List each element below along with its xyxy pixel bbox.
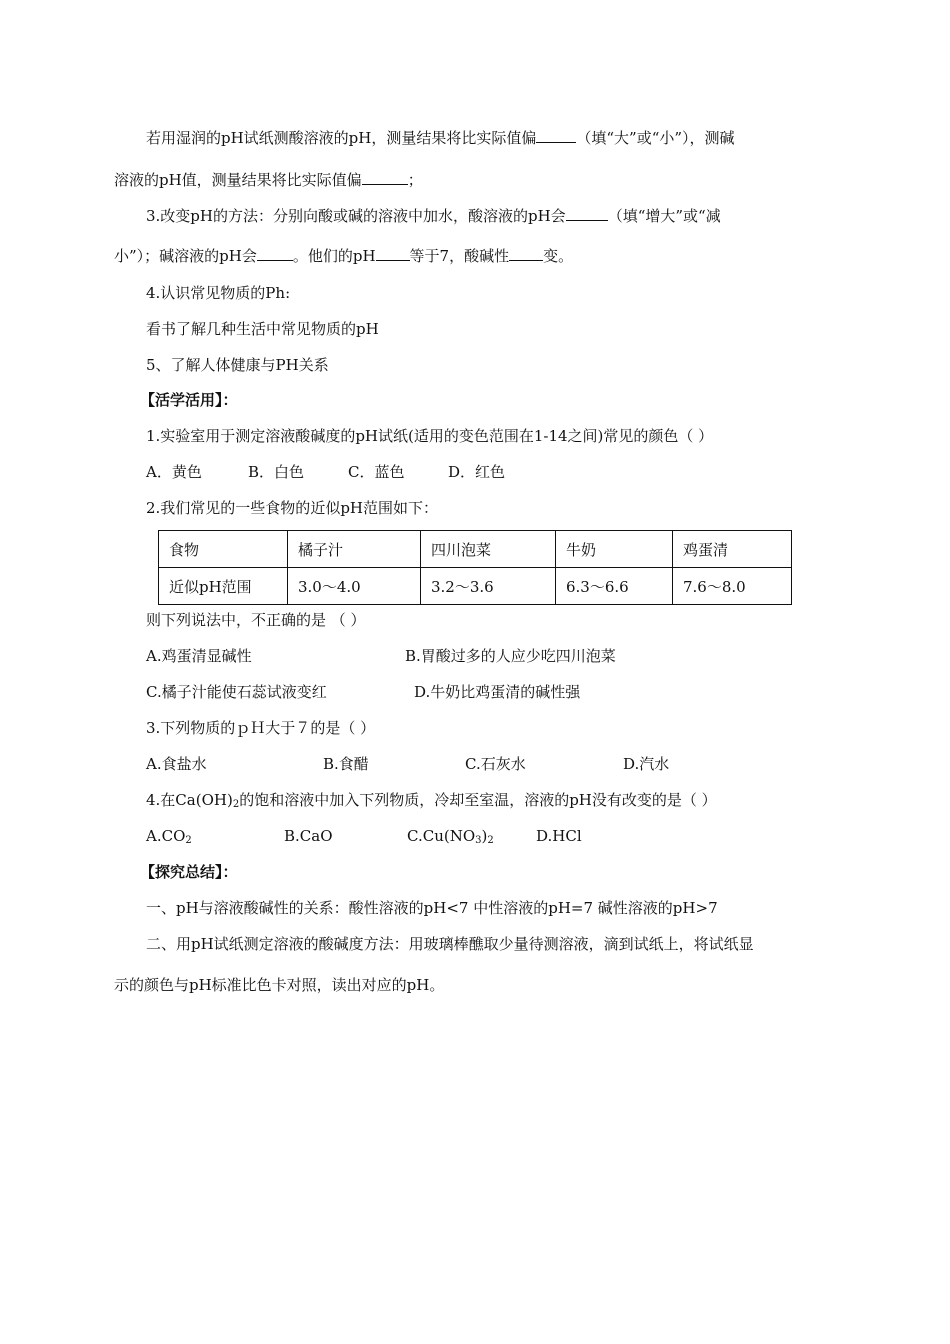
text-segment: (OH) bbox=[195, 791, 233, 809]
summary-1: 一、pH与溶液酸碱性的关系：酸性溶液的pH<7 中性溶液的pH=7 碱性溶液的pH>7 bbox=[146, 899, 718, 917]
q1-option-b[interactable]: B．白色 bbox=[248, 463, 305, 481]
table-row bbox=[159, 531, 792, 568]
text-segment: 等于7，酸碱性 bbox=[409, 247, 510, 265]
question-1: 1.实验室用于测定溶液酸碱度的pH试纸(适用的变色范围在1-14之间)常见的颜色（ ） bbox=[146, 427, 714, 445]
text-segment: 小”）；碱溶液的pH会 bbox=[114, 247, 257, 265]
q4-option-b[interactable]: B.CaO bbox=[284, 827, 333, 845]
fill-blank[interactable] bbox=[376, 246, 410, 261]
fill-blank[interactable] bbox=[536, 128, 576, 143]
q1-option-a[interactable]: A．黄色 bbox=[146, 463, 202, 481]
text-segment: A.CO bbox=[146, 827, 186, 845]
table-cell: 橘子汁 bbox=[288, 531, 421, 568]
text-segment: ； bbox=[407, 171, 423, 189]
table-cell: 3.0～4.0 bbox=[288, 568, 421, 605]
table-row bbox=[159, 568, 792, 605]
text-segment: （填“大”或“小”），测碱 bbox=[576, 129, 735, 147]
text-segment: 变。 bbox=[543, 247, 574, 265]
text-segment: 4.在Ca bbox=[146, 791, 196, 809]
question-2-stem: 则下列说法中，不正确的是 （ ） bbox=[146, 611, 366, 629]
item-know-ph: 4.认识常见物质的Ph: bbox=[146, 284, 291, 302]
table-cell: 6.3～6.6 bbox=[556, 568, 673, 605]
text-segment: C.Cu(NO bbox=[407, 827, 476, 845]
paragraph-wet-ph-paper bbox=[146, 128, 735, 148]
table-cell: 牛奶 bbox=[556, 531, 673, 568]
section-heading-summary: 【探究总结】： bbox=[140, 863, 238, 881]
item-read-book: 看书了解几种生活中常见物质的pH bbox=[146, 320, 379, 338]
text-segment: 若用湿润的pH试纸测酸溶液的pH，测量结果将比实际值偏 bbox=[146, 129, 537, 147]
text-segment: ) bbox=[481, 827, 488, 845]
text-segment: 3.改变pH的方法：分别向酸或碱的溶液中加水，酸溶液的pH会 bbox=[146, 207, 566, 225]
q2-option-c[interactable]: C.橘子汁能使石蕊试液变红 bbox=[146, 683, 327, 701]
q3-option-c[interactable]: C.石灰水 bbox=[465, 755, 526, 773]
q3-option-d[interactable]: D.汽水 bbox=[623, 755, 670, 773]
subscript: 3 bbox=[475, 835, 482, 846]
q2-option-b[interactable]: B.胃酸过多的人应少吃四川泡菜 bbox=[405, 647, 616, 665]
table-cell: 3.2～3.6 bbox=[421, 568, 556, 605]
table-cell: 食物 bbox=[159, 531, 288, 568]
section-heading-practice: 【活学活用】： bbox=[140, 391, 238, 409]
question-4 bbox=[146, 790, 717, 815]
fill-blank[interactable] bbox=[362, 170, 408, 185]
paragraph-change-ph-cont bbox=[114, 246, 573, 266]
q4-option-d[interactable]: D.HCl bbox=[536, 827, 582, 845]
q2-option-a[interactable]: A.鸡蛋清显碱性 bbox=[146, 647, 252, 665]
table-cell: 鸡蛋清 bbox=[673, 531, 792, 568]
table-cell: 四川泡菜 bbox=[421, 531, 556, 568]
text-segment: 的饱和溶液中加入下列物质，冷却至室温，溶液的pH没有改变的是（ ） bbox=[239, 791, 717, 809]
question-2: 2.我们常见的一些食物的近似pH范围如下： bbox=[146, 499, 438, 517]
q4-option-a[interactable] bbox=[146, 826, 192, 851]
q3-option-a[interactable]: A.食盐水 bbox=[146, 755, 207, 773]
q1-option-c[interactable]: C．蓝色 bbox=[348, 463, 405, 481]
paragraph-wet-ph-paper-cont bbox=[114, 170, 423, 190]
fill-blank[interactable] bbox=[257, 246, 293, 261]
q4-option-c[interactable] bbox=[407, 826, 494, 851]
paragraph-change-ph bbox=[146, 206, 721, 226]
q2-option-d[interactable]: D.牛奶比鸡蛋清的碱性强 bbox=[414, 683, 581, 701]
text-segment: 。他们的pH bbox=[292, 247, 376, 265]
text-segment: 溶液的pH值，测量结果将比实际值偏 bbox=[114, 171, 362, 189]
subscript: 2 bbox=[232, 799, 240, 810]
text-segment: （填“增大”或“减 bbox=[607, 207, 721, 225]
question-3: 3.下列物质的ｐＨ大于７的是（ ） bbox=[146, 719, 376, 737]
fill-blank[interactable] bbox=[566, 206, 608, 221]
q1-option-d[interactable]: D．红色 bbox=[448, 463, 506, 481]
food-ph-table bbox=[158, 530, 792, 605]
table-cell: 近似pH范围 bbox=[159, 568, 288, 605]
summary-2-cont: 示的颜色与pH标准比色卡对照，读出对应的pH。 bbox=[114, 976, 445, 994]
item-health-ph: 5、了解人体健康与PH关系 bbox=[146, 356, 329, 374]
fill-blank[interactable] bbox=[509, 246, 543, 261]
q3-option-b[interactable]: B.食醋 bbox=[323, 755, 369, 773]
subscript: 2 bbox=[487, 835, 494, 846]
table-cell: 7.6～8.0 bbox=[673, 568, 792, 605]
summary-2: 二、用pH试纸测定溶液的酸碱度方法：用玻璃棒醮取少量待测溶液，滴到试纸上，将试纸显 bbox=[146, 935, 754, 953]
subscript: 2 bbox=[185, 835, 192, 846]
